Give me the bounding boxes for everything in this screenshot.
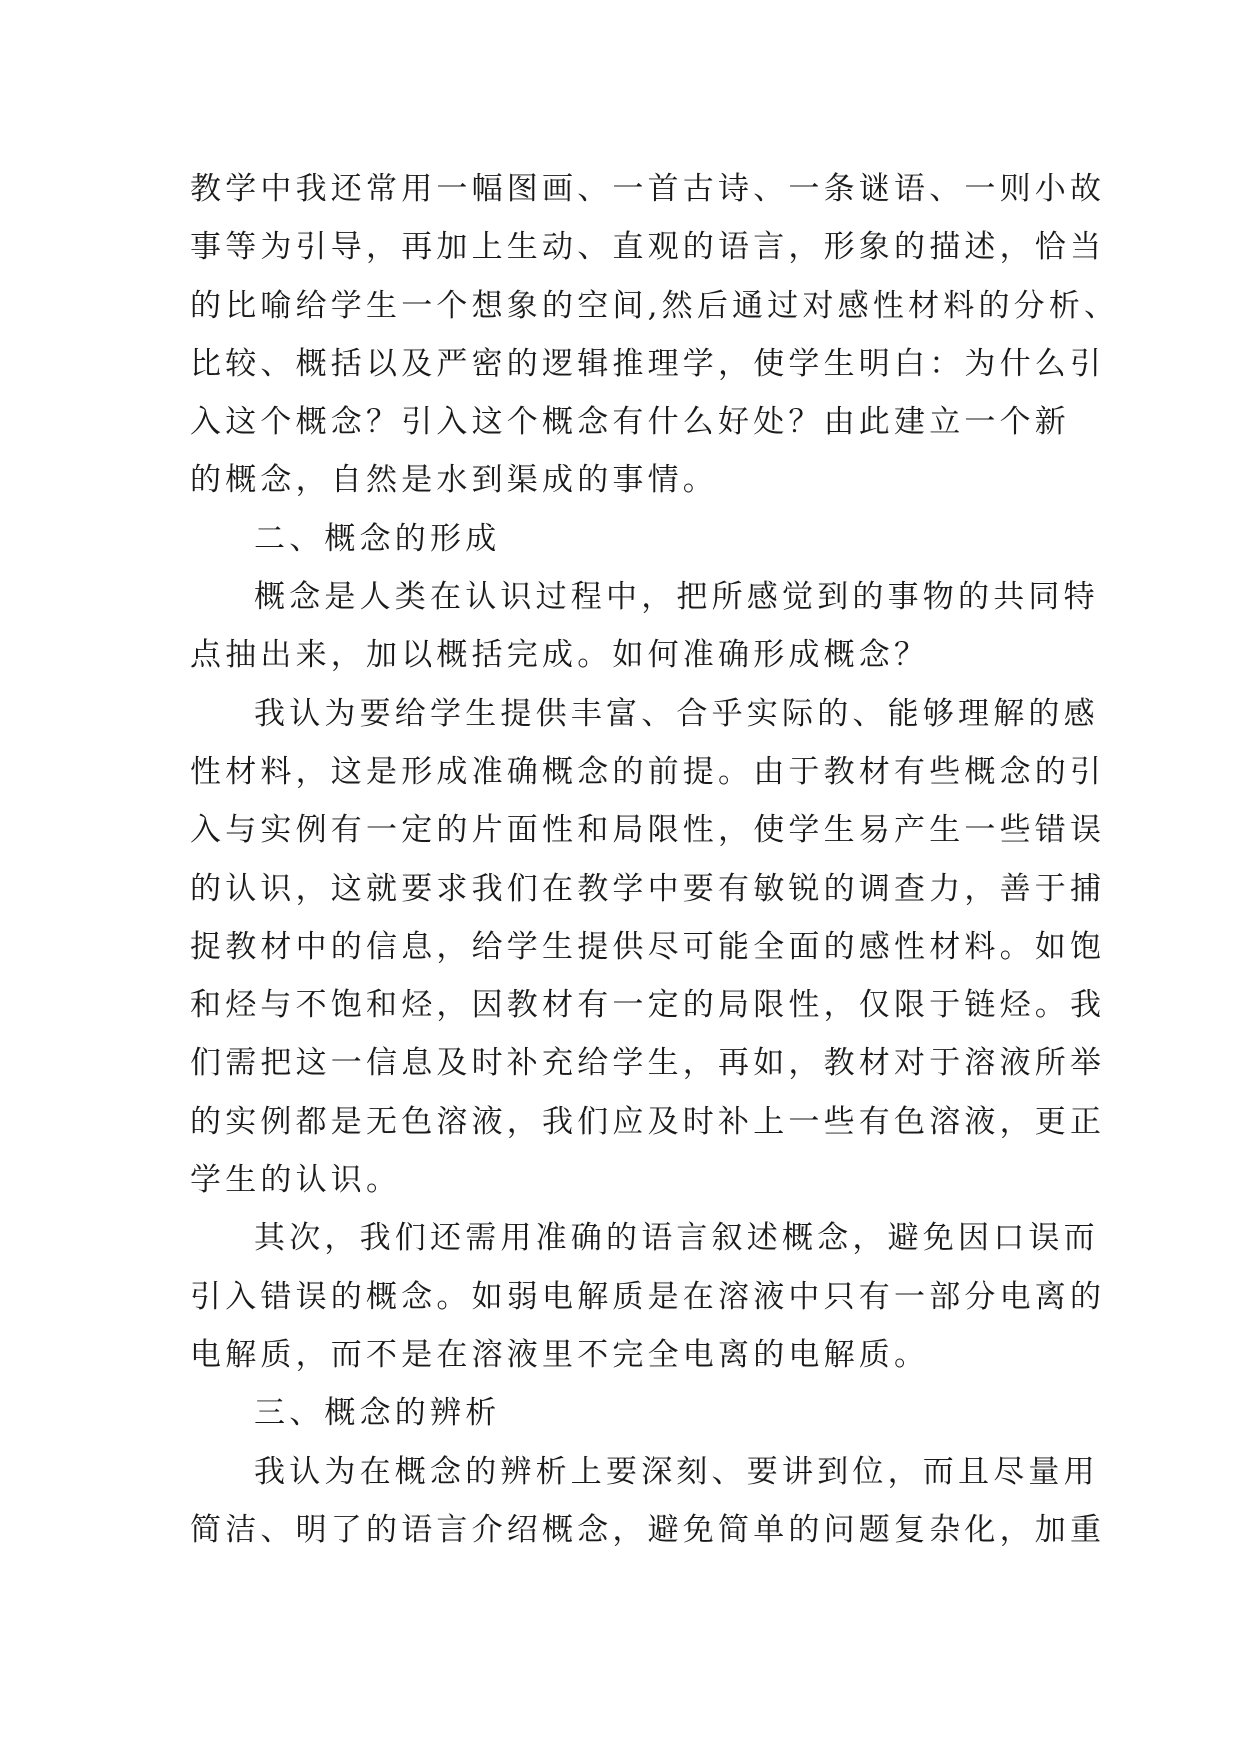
text-line: 们需把这一信息及时补充给学生，再如，教材对于溶液所举 [190, 1045, 1106, 1082]
text-line: 和烃与不饱和烃，因教材有一定的局限性，仅限于链烃。我 [190, 987, 1106, 1024]
text-line: 我认为在概念的辨析上要深刻、要讲到位，而且尽量用 [254, 1453, 1099, 1490]
text-line: 学生的认识。 [190, 1162, 402, 1199]
text-line: 三、概念的辨析 [254, 1395, 501, 1432]
text-line: 二、概念的形成 [254, 520, 501, 557]
text-line: 入这个概念？引入这个概念有什么好处？由此建立一个新 [190, 404, 1070, 441]
text-line: 的比喻给学生一个想象的空间,然后通过对感性材料的分析、 [190, 287, 1120, 324]
text-line: 的实例都是无色溶液，我们应及时补上一些有色溶液，更正 [190, 1103, 1106, 1140]
text-line: 比较、概括以及严密的逻辑推理学，使学生明白：为什么引 [190, 345, 1106, 382]
text-line: 我认为要给学生提供丰富、合乎实际的、能够理解的感 [254, 695, 1099, 732]
text-line: 性材料，这是形成准确概念的前提。由于教材有些概念的引 [190, 753, 1106, 790]
text-line: 简洁、明了的语言介绍概念，避免简单的问题复杂化，加重 [190, 1511, 1106, 1548]
text-line: 电解质，而不是在溶液里不完全电离的电解质。 [190, 1336, 930, 1373]
body-text [190, 160, 1120, 1559]
text-line: 入与实例有一定的片面性和局限性，使学生易产生一些错误 [190, 812, 1106, 849]
text-line: 其次，我们还需用准确的语言叙述概念，避免因口误而 [254, 1220, 1099, 1257]
text-line: 概念是人类在认识过程中，把所感觉到的事物的共同特 [254, 579, 1099, 616]
text-line: 点抽出来，加以概括完成。如何准确形成概念？ [190, 637, 930, 674]
text-line: 的概念，自然是水到渠成的事情。 [190, 462, 718, 499]
text-line: 的认识，这就要求我们在教学中要有敏锐的调查力，善于捕 [190, 870, 1106, 907]
text-line: 教学中我还常用一幅图画、一首古诗、一条谜语、一则小故 [190, 171, 1106, 207]
text-line: 引入错误的概念。如弱电解质是在溶液中只有一部分电离的 [190, 1278, 1106, 1315]
text-line: 捉教材中的信息，给学生提供尽可能全面的感性材料。如饱 [190, 928, 1106, 965]
text-line: 事等为引导，再加上生动、直观的语言，形象的描述，恰当 [190, 229, 1106, 266]
